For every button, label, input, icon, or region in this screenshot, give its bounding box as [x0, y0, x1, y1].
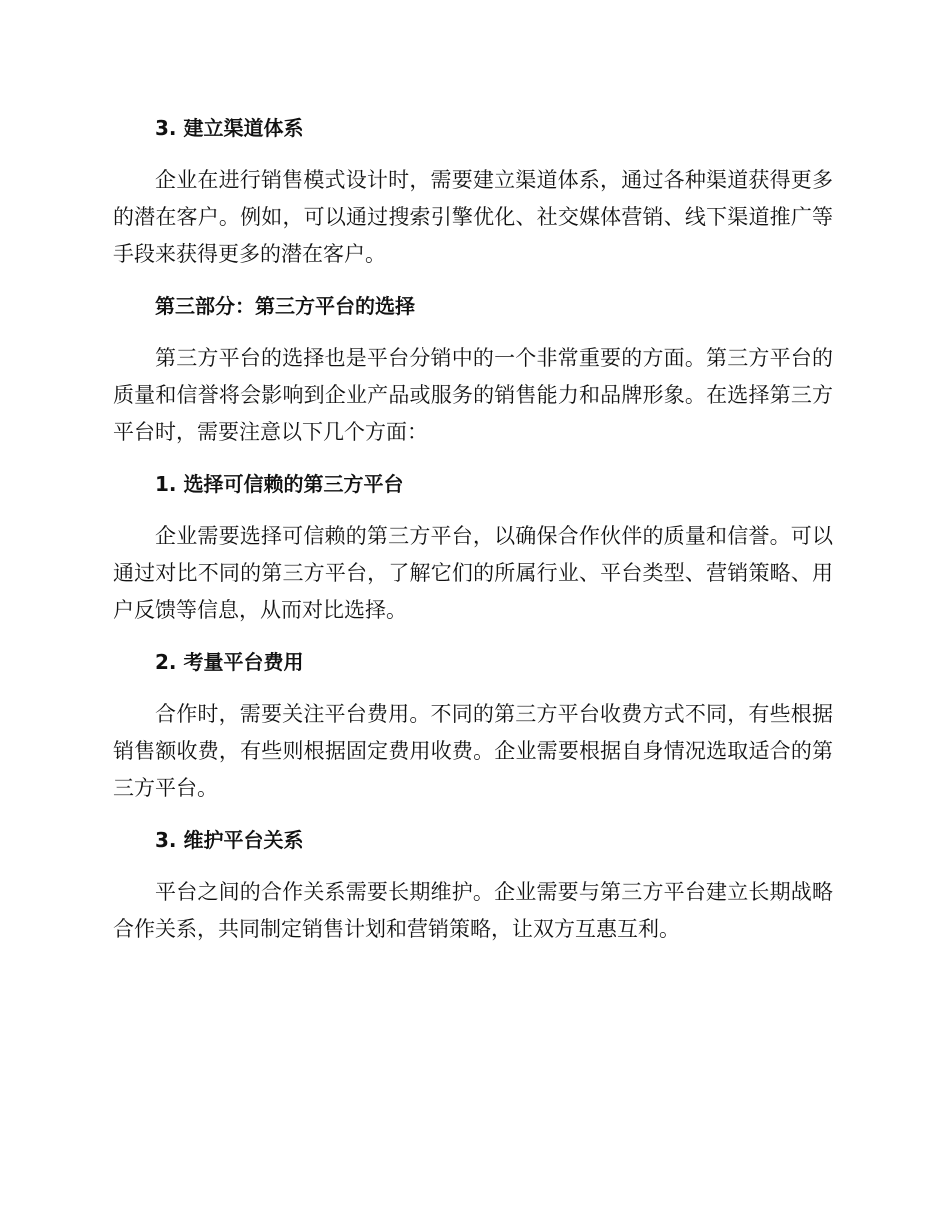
section-heading-maintain-relationship: 3. 维护平台关系: [155, 828, 304, 852]
paragraph-platform-fees: 合作时，需要关注平台费用。不同的第三方平台收费方式不同，有些根据销售额收费，有些则根据固定费用收费。企业需要根据自身情况选取适合的第三方平台。: [113, 702, 833, 800]
paragraph-trustworthy-platform: 企业需要选择可信赖的第三方平台，以确保合作伙伴的质量和信誉。可以通过对比不同的第三方平台，了解它们的所属行业、平台类型、营销策略、用户反馈等信息，从而对比选择。: [113, 524, 833, 622]
section-heading-platform-fees: 2. 考量平台费用: [155, 650, 304, 674]
part-heading-third-party-platform: 第三部分：第三方平台的选择: [155, 294, 415, 318]
paragraph-third-party-intro: 第三方平台的选择也是平台分销中的一个非常重要的方面。第三方平台的质量和信誉将会影响到企业产品或服务的销售能力和品牌形象。在选择第三方平台时，需要注意以下几个方面：: [113, 346, 833, 444]
paragraph-channel-system: 企业在进行销售模式设计时，需要建立渠道体系，通过各种渠道获得更多的潜在客户。例如，可以通过搜索引擎优化、社交媒体营销、线下渠道推广等手段来获得更多的潜在客户。: [113, 168, 833, 266]
paragraph-maintain-relationship: 平台之间的合作关系需要长期维护。企业需要与第三方平台建立长期战略合作关系，共同制定销售计划和营销策略，让双方互惠互利。: [113, 880, 833, 941]
section-heading-trustworthy-platform: 1. 选择可信赖的第三方平台: [155, 472, 404, 496]
section-heading-build-channel-system: 3. 建立渠道体系: [155, 116, 304, 140]
document-body: [113, 110, 833, 963]
